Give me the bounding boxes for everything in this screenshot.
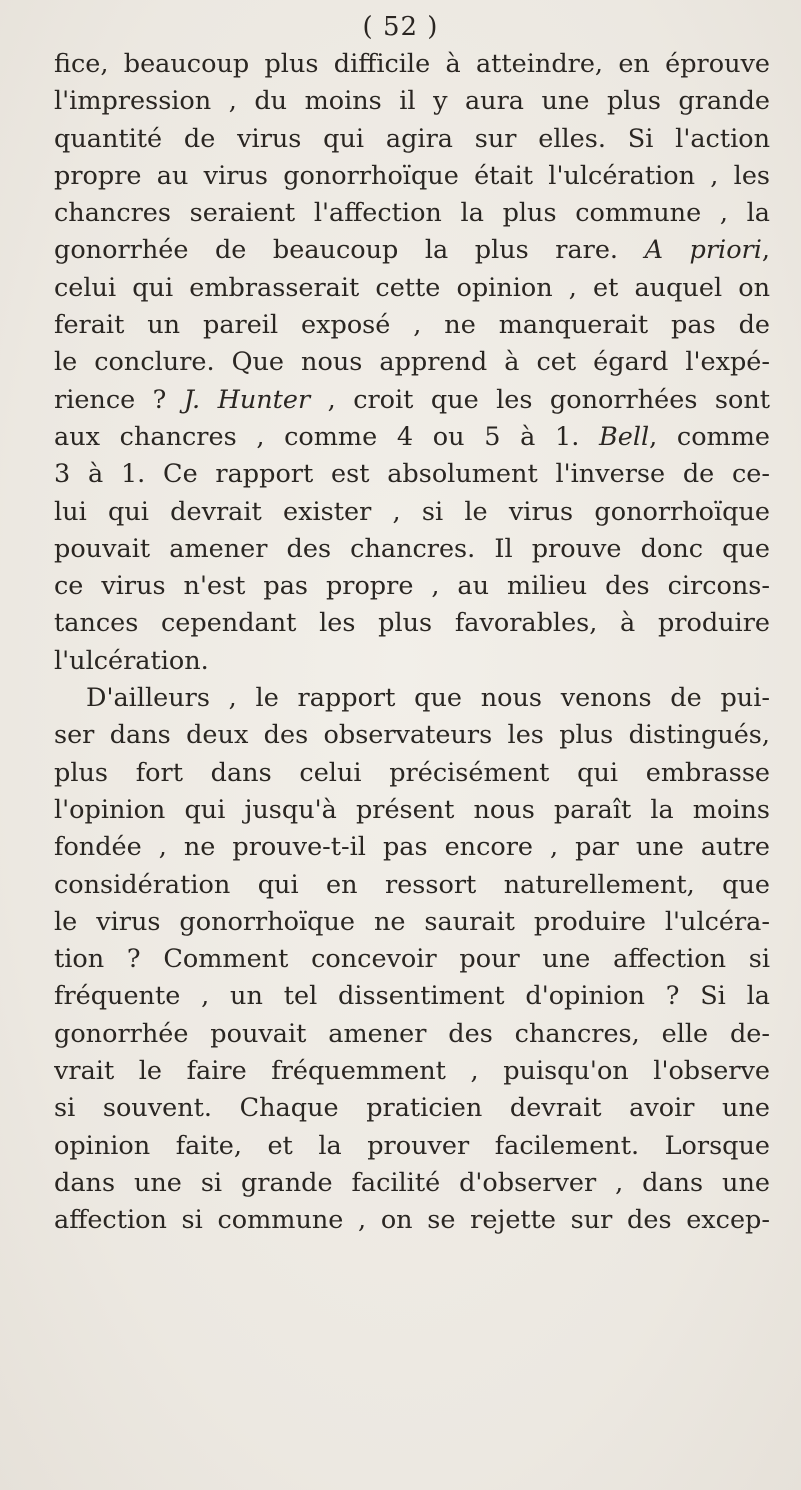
text-line-6-main: gonorrhée de beaucoup la plus rare.: [54, 235, 619, 266]
text-line-29: si souvent. Chaque praticien devrait avoir une: [54, 1093, 770, 1124]
text-line-8: ferait un pareil exposé , ne manquerait pas de: [54, 310, 770, 341]
text-line-5: chancres seraient l'affection la plus commune , la: [54, 198, 770, 229]
text-line-17: l'ulcération.: [54, 645, 209, 676]
text-line-15: ce virus n'est pas propre , au milieu des circons-: [54, 571, 770, 602]
text-line-31: dans une si grande facilité d'observer , dans une: [54, 1167, 770, 1198]
text-line-18: D'ailleurs , le rapport que nous venons de pui-: [86, 683, 770, 714]
text-line-2: l'impression , du moins il y aura une plus grande: [54, 86, 770, 117]
text-line-10: [54, 382, 770, 419]
text-line-21: l'opinion qui jusqu'à présent nous paraît la moins: [54, 794, 770, 825]
body-text: [54, 46, 770, 1240]
text-line-6-tail: ,: [761, 235, 770, 266]
text-line-26: fréquente , un tel dissentiment d'opinion ? Si la: [54, 981, 770, 1012]
text-line-7: celui qui embrasserait cette opinion , et auquel on: [54, 272, 770, 303]
text-line-32: affection si commune , on se rejette sur des excep-: [54, 1205, 770, 1236]
text-line-30: opinion faite, et la prouver facilement. Lorsque: [54, 1130, 770, 1161]
text-line-20: plus fort dans celui précisément qui embrasse: [54, 757, 770, 788]
text-line-4: propre au virus gonorrhoïque était l'ulcération , les: [54, 160, 770, 191]
italic-bell: Bell: [598, 421, 650, 452]
text-line-6: [54, 232, 770, 269]
italic-hunter: J. Hunter: [183, 384, 311, 415]
text-line-22: fondée , ne prouve-t-il pas encore , par une autre: [54, 832, 770, 863]
text-line-27: gonorrhée pouvait amener des chancres, elle de-: [54, 1018, 770, 1049]
page-number: ( 52 ): [362, 12, 439, 42]
text-line-28: vrait le faire fréquemment , puisqu'on l'observe: [54, 1056, 770, 1087]
text-line-11: [54, 419, 770, 456]
text-line-24: le virus gonorrhoïque ne saurait produire l'ulcéra-: [54, 906, 770, 937]
text-line-13: lui qui devrait exister , si le virus gonorrhoïque: [54, 496, 770, 527]
text-line-25: tion ? Comment concevoir pour une affection si: [54, 944, 770, 975]
text-line-3: quantité de virus qui agira sur elles. Si l'action: [54, 123, 770, 154]
text-line-12: 3 à 1. Ce rapport est absolument l'inverse de ce-: [54, 459, 770, 490]
text-line-16: tances cependant les plus favorables, à produire: [54, 608, 770, 639]
text-line-11-tail: , comme: [649, 421, 770, 452]
text-line-11-main: aux chancres , comme 4 ou 5 à 1.: [54, 421, 580, 452]
text-line-23: considération qui en ressort naturellement, que: [54, 869, 770, 900]
text-line-1: fice, beaucoup plus difficile à atteindre, en éprouve: [54, 49, 770, 79]
text-line-10-main: rience ?: [54, 384, 167, 415]
text-line-9: le conclure. Que nous apprend à cet égard l'expé-: [54, 347, 770, 378]
text-line-19: ser dans deux des observateurs les plus distingués,: [54, 720, 770, 751]
text-line-10-tail: , croit que les gonorrhées sont: [327, 384, 770, 415]
italic-a-priori: A priori: [644, 235, 762, 266]
text-line-14: pouvait amener des chancres. Il prouve donc que: [54, 533, 770, 564]
